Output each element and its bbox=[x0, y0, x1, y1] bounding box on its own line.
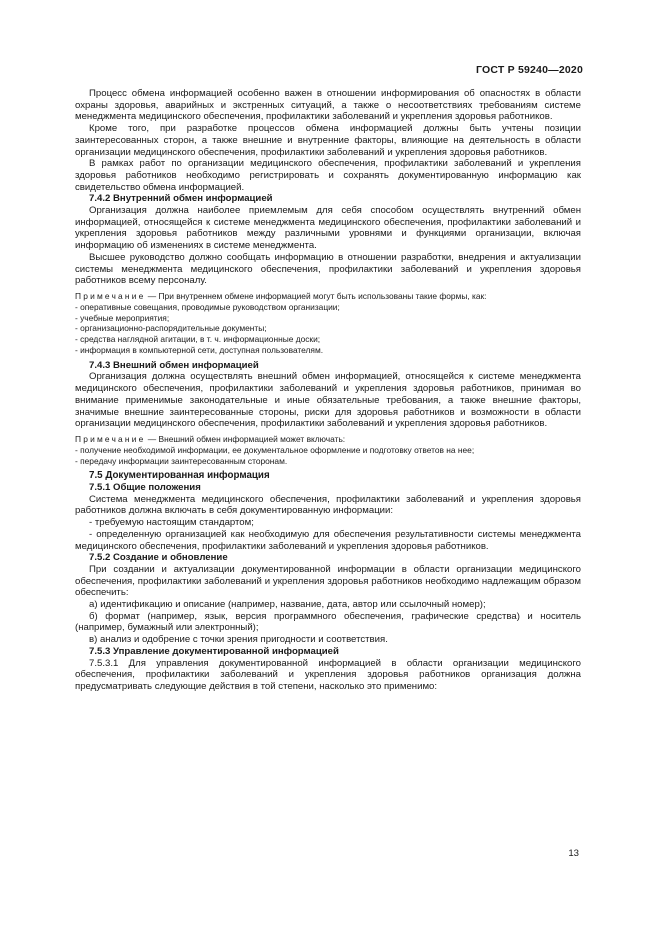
document-code: ГОСТ Р 59240—2020 bbox=[475, 64, 583, 76]
paragraph: При создании и актуализации документированной информации в области организации медицинского обеспечения, профилактики заболеваний и укрепления здоровья работников необходимо надлежащим образом обеспечить: bbox=[75, 563, 581, 599]
note-7-4-3 bbox=[75, 434, 581, 466]
paragraph: Организация должна наиболее приемлемым для себя способом осуществлять внутренний обмен информацией, относящейся к системе менеджмента медицинского обеспечения, профилактики заболеваний и укрепления здоровья работников между различными уровнями и функциями организации, включая информацию об изменениях в системе менеджмента. bbox=[75, 205, 581, 252]
note-item: - передачу информации заинтересованным сторонам. bbox=[75, 455, 288, 466]
note-label: Примечание bbox=[75, 290, 146, 301]
document-body bbox=[75, 88, 581, 693]
paragraph: Высшее руководство должно сообщать информацию в отношении разработки, внедрения и актуализации системы менеджмента медицинского обеспечения, профилактики заболеваний и укрепления здоровья работников всему персоналу. bbox=[75, 251, 581, 287]
list-item: в) анализ и одобрение с точки зрения пригодности и соответствия. bbox=[89, 634, 388, 646]
note-text: — Внешний обмен информацией может включать: bbox=[145, 433, 346, 444]
section-heading-7-4-3: 7.4.3 Внешний обмен информацией bbox=[89, 359, 259, 371]
section-heading-7-5-1: 7.5.1 Общие положения bbox=[89, 482, 201, 494]
note-item: - учебные мероприятия; bbox=[75, 312, 170, 323]
paragraph: Процесс обмена информацией особенно важен в отношении информирования об опасностях в области охраны здоровья, аварийных и экстренных ситуаций, а также о несоответствиях требованиям системе менеджмента медицинского обеспечения, профилактики заболеваний и укрепления здоровья работников. bbox=[75, 88, 581, 123]
paragraph: Кроме того, при разработке процессов обмена информацией должны быть учтены позиции заинтересованных сторон, а также внешние и внутренние факторы, влияющие на деятельность в области организации медицинского обеспечения, профилактики заболеваний и укрепления здоровья работников. bbox=[75, 123, 581, 158]
paragraph: 7.5.3.1 Для управления документированной информацией в области организации медицинского обеспечения, профилактики заболеваний и укрепления здоровья работников организация должна предусматривать следующие действия в той степени, насколько это применимо: bbox=[75, 657, 581, 692]
list-item: а) идентификацию и описание (например, название, дата, автор или ссылочный номер); bbox=[89, 599, 486, 611]
paragraph: В рамках работ по организации медицинского обеспечения, профилактики заболеваний и укрепления здоровья работников необходимо регистрировать и сохранять документированную информацию как свидетельство обмена информацией. bbox=[75, 158, 581, 193]
paragraph: Система менеджмента медицинского обеспечения, профилактики заболеваний и укрепления здоровья работников должна включать в себя документированную информации: bbox=[75, 493, 581, 517]
paragraph: Организация должна осуществлять внешний обмен информацией, относящейся к системе менеджмента медицинского обеспечения, профилактики заболеваний и укрепления здоровья работников, принимая во внимание применимые законодательные и иные обязательные требования, а также внешние факторы, значимые внешние заинтересованные стороны, риски для здоровья работников и возможности в области организации медицинского обеспечения, профилактики заболеваний и укрепления здоровья работников. bbox=[75, 371, 581, 430]
note-item: - средства наглядной агитации, в т. ч. информационные доски; bbox=[75, 334, 321, 345]
section-heading-7-5: 7.5 Документированная информация bbox=[89, 470, 270, 482]
note-text: — При внутреннем обмене информацией могут быть использованы такие формы, как: bbox=[145, 290, 487, 301]
list-item: - определенную организацией как необходимую для обеспечения результативности системы менеджмента медицинского обеспечения, профилактики заболеваний и укрепления здоровья работников. bbox=[75, 528, 581, 552]
note-item: - организационно-распорядительные документы; bbox=[75, 323, 267, 334]
section-heading-7-4-2: 7.4.2 Внутренний обмен информацией bbox=[89, 193, 273, 205]
note-7-4-2 bbox=[75, 291, 581, 356]
page-number: 13 bbox=[568, 848, 579, 859]
note-item: - оперативные совещания, проводимые руководством организации; bbox=[75, 301, 340, 312]
list-item: б) формат (например, язык, версия программного обеспечения, графические средства) и носитель (например, бумажный или электронный); bbox=[75, 610, 581, 634]
note-item: - информация в компьютерной сети, доступная пользователям. bbox=[75, 344, 324, 355]
section-heading-7-5-2: 7.5.2 Создание и обновление bbox=[89, 552, 228, 564]
list-item: - требуемую настоящим стандартом; bbox=[89, 517, 254, 529]
note-label: Примечание bbox=[75, 433, 146, 444]
note-item: - получение необходимой информации, ее документальное оформление и подготовку ответов на нее; bbox=[75, 444, 475, 455]
section-heading-7-5-3: 7.5.3 Управление документированной информацией bbox=[89, 645, 339, 657]
